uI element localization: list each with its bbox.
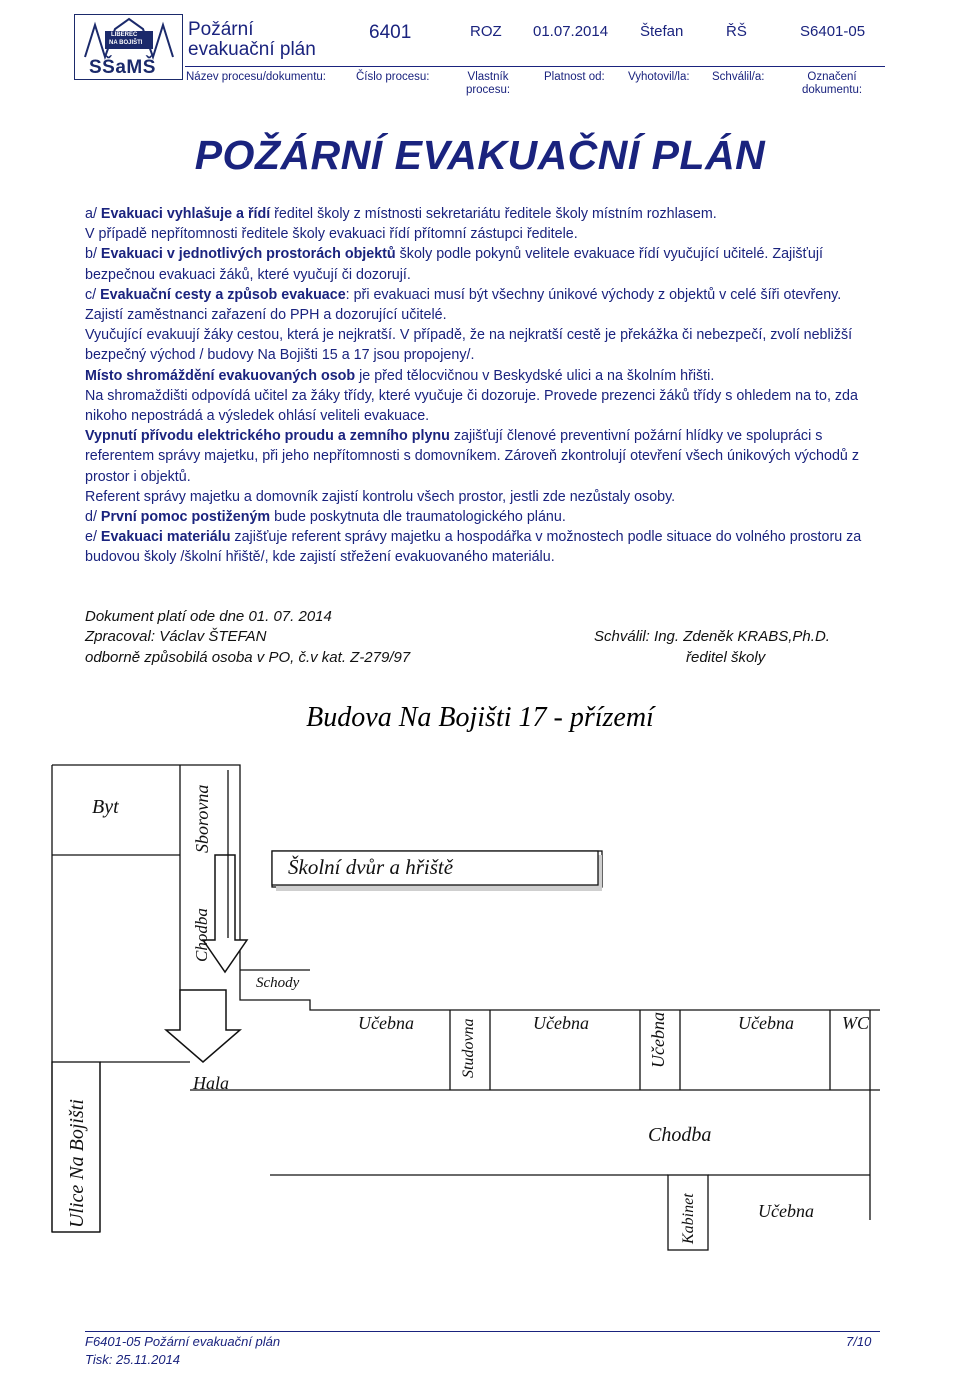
room-wc: WC (842, 1013, 869, 1033)
room-ucebna-1: Učebna (358, 1013, 414, 1033)
label-created: Vyhotovil/la: (628, 71, 690, 83)
doc-name-line2: evakuační plán (188, 39, 316, 60)
logo-text-3: SŠaMŠ (89, 57, 156, 78)
room-ucebna-4: Učebna (758, 1201, 814, 1221)
room-dvur: Školní dvůr a hřiště (288, 855, 454, 879)
page-title: POŽÁRNÍ EVAKUAČNÍ PLÁN (194, 132, 766, 178)
footer-doc: F6401-05 Požární evakuační plán (85, 1334, 281, 1349)
arrow-hala (166, 990, 240, 1062)
room-byt: Byt (92, 796, 119, 818)
label-approved: Schválil/a: (712, 71, 765, 83)
footer-page: 7/10 (846, 1334, 872, 1349)
room-ucebna-3: Učebna (738, 1013, 794, 1033)
room-kabinet: Kabinet (680, 1193, 697, 1244)
approved-by: ŘŠ (726, 23, 747, 40)
para-a: a/ Evakuaci vyhlašuje a řídí ředitel školy z místnosti sekretariátu ředitele školy místním rozhlasem. (85, 206, 717, 222)
doc-name-line1: Požární (188, 19, 254, 40)
label-number: Číslo procesu: (356, 71, 430, 83)
approved-signature: Schválil: Ing. Zdeněk KRABS,Ph.D. (594, 628, 830, 645)
label-valid: Platnost od: (544, 71, 605, 83)
para-m: Místo shromáždění evakuovaných osob je před tělocvičnou v Beskydské ulici a na školním hřišti. (85, 367, 715, 384)
room-ucebna-2: Učebna (533, 1013, 589, 1033)
para-m2: Na shromaždišti odpovídá učitel za žáky třídy, které vyučuje či dozoruje. Provede prezenci žáků třídy s ohledem na to, zda nikoho nepostrádá a výsledek ohlásí veliteli evakuace. (85, 387, 858, 425)
doc-code: S6401-05 (800, 23, 866, 40)
para-r: Referent správy majetku a domovník zajistí kontrolu všech prostor, jestli zde nezůstaly osoby. (85, 488, 676, 505)
street-label: Ulice Na Bojišti (66, 1099, 88, 1228)
room-sborovna: Sborovna (192, 784, 212, 853)
logo-text-1: LIBEREC (111, 32, 138, 38)
created-by: Štefan (640, 23, 684, 40)
process-owner: ROZ (470, 23, 502, 40)
room-hala: Hala (193, 1073, 229, 1093)
para-c2: Vyučující evakuují žáky cestou, která je nejkratší. V případě, že na nejkratší cestě je překážka či nebezpečí, zvolí nebližší bezpečný východ / budovy Na Bojišti 15 a 17 jsou propojeny/. (85, 327, 853, 364)
prepared-by: Zpracoval: Václav ŠTEFAN (85, 628, 267, 645)
para-c: c/ Evakuační cesty a způsob evakuace: při evakuaci musí být všechny únikové východy z objektů v celé šíři otevřeny. Zajistí zaměstnanci zařazení do PPH a dozorující učitelé. (85, 286, 842, 324)
room-studovna: Studovna (460, 1018, 477, 1078)
para-a2: V případě nepřítomnosti ředitele školy evakuaci řídí přítomní zástupci ředitele. (85, 226, 578, 243)
process-number: 6401 (369, 22, 412, 43)
room-chodba: Chodba (648, 1124, 712, 1146)
footer-divider (85, 1331, 880, 1332)
para-b: b/ Evakuaci v jednotlivých prostorách objektů školy podle pokynů velitele evakuace řídí vyučující učitelé. Zajišťují bezpečnou evakuaci žáků, které vyučují či dozorují. (85, 246, 824, 283)
label-owner: Vlastník procesu: (465, 71, 511, 96)
valid-from: 01.07.2014 (533, 23, 609, 40)
para-v: Vypnutí přívodu elektrického proudu a zemního plynu zajišťují členové preventivní požární hlídky ve spolupráci s referentem správy majetku, při jeho nepřítomnosti s domovníkem. Zároveň zkontrolují otevření všech únikových východů z prostor i objektů. (85, 428, 859, 485)
footer-print: Tisk: 25.11.2014 (85, 1352, 181, 1367)
room-chodba-v: Chodba (192, 908, 211, 962)
label-code: Označení dokumentu: (801, 71, 863, 96)
plan-title: Budova Na Bojišti 17 - přízemí (306, 702, 654, 733)
para-e: e/ Evakuaci materiálu zajišťuje referent správy majetku a hospodářka v možnostech podle situace do volného prostoru za budovou školy /školní hřiště/, kde zajistí střežení evakuovaného materiálu. (85, 529, 862, 566)
label-name: Název procesu/dokumentu: (186, 71, 326, 83)
room-schody: Schody (256, 975, 300, 991)
director-role: ředitel školy (686, 649, 766, 666)
qualification: odborně způsobilá osoba v PO, č.v kat. Z-279/97 (85, 649, 411, 666)
logo-text-2: NA BOJIŠTI (109, 40, 143, 46)
para-d: d/ První pomoc postiženým bude poskytnuta dle traumatologického plánu. (85, 509, 566, 526)
valid-date: Dokument platí ode dne 01. 07. 2014 (85, 608, 332, 625)
room-ucebna-v: Učebna (648, 1012, 668, 1068)
